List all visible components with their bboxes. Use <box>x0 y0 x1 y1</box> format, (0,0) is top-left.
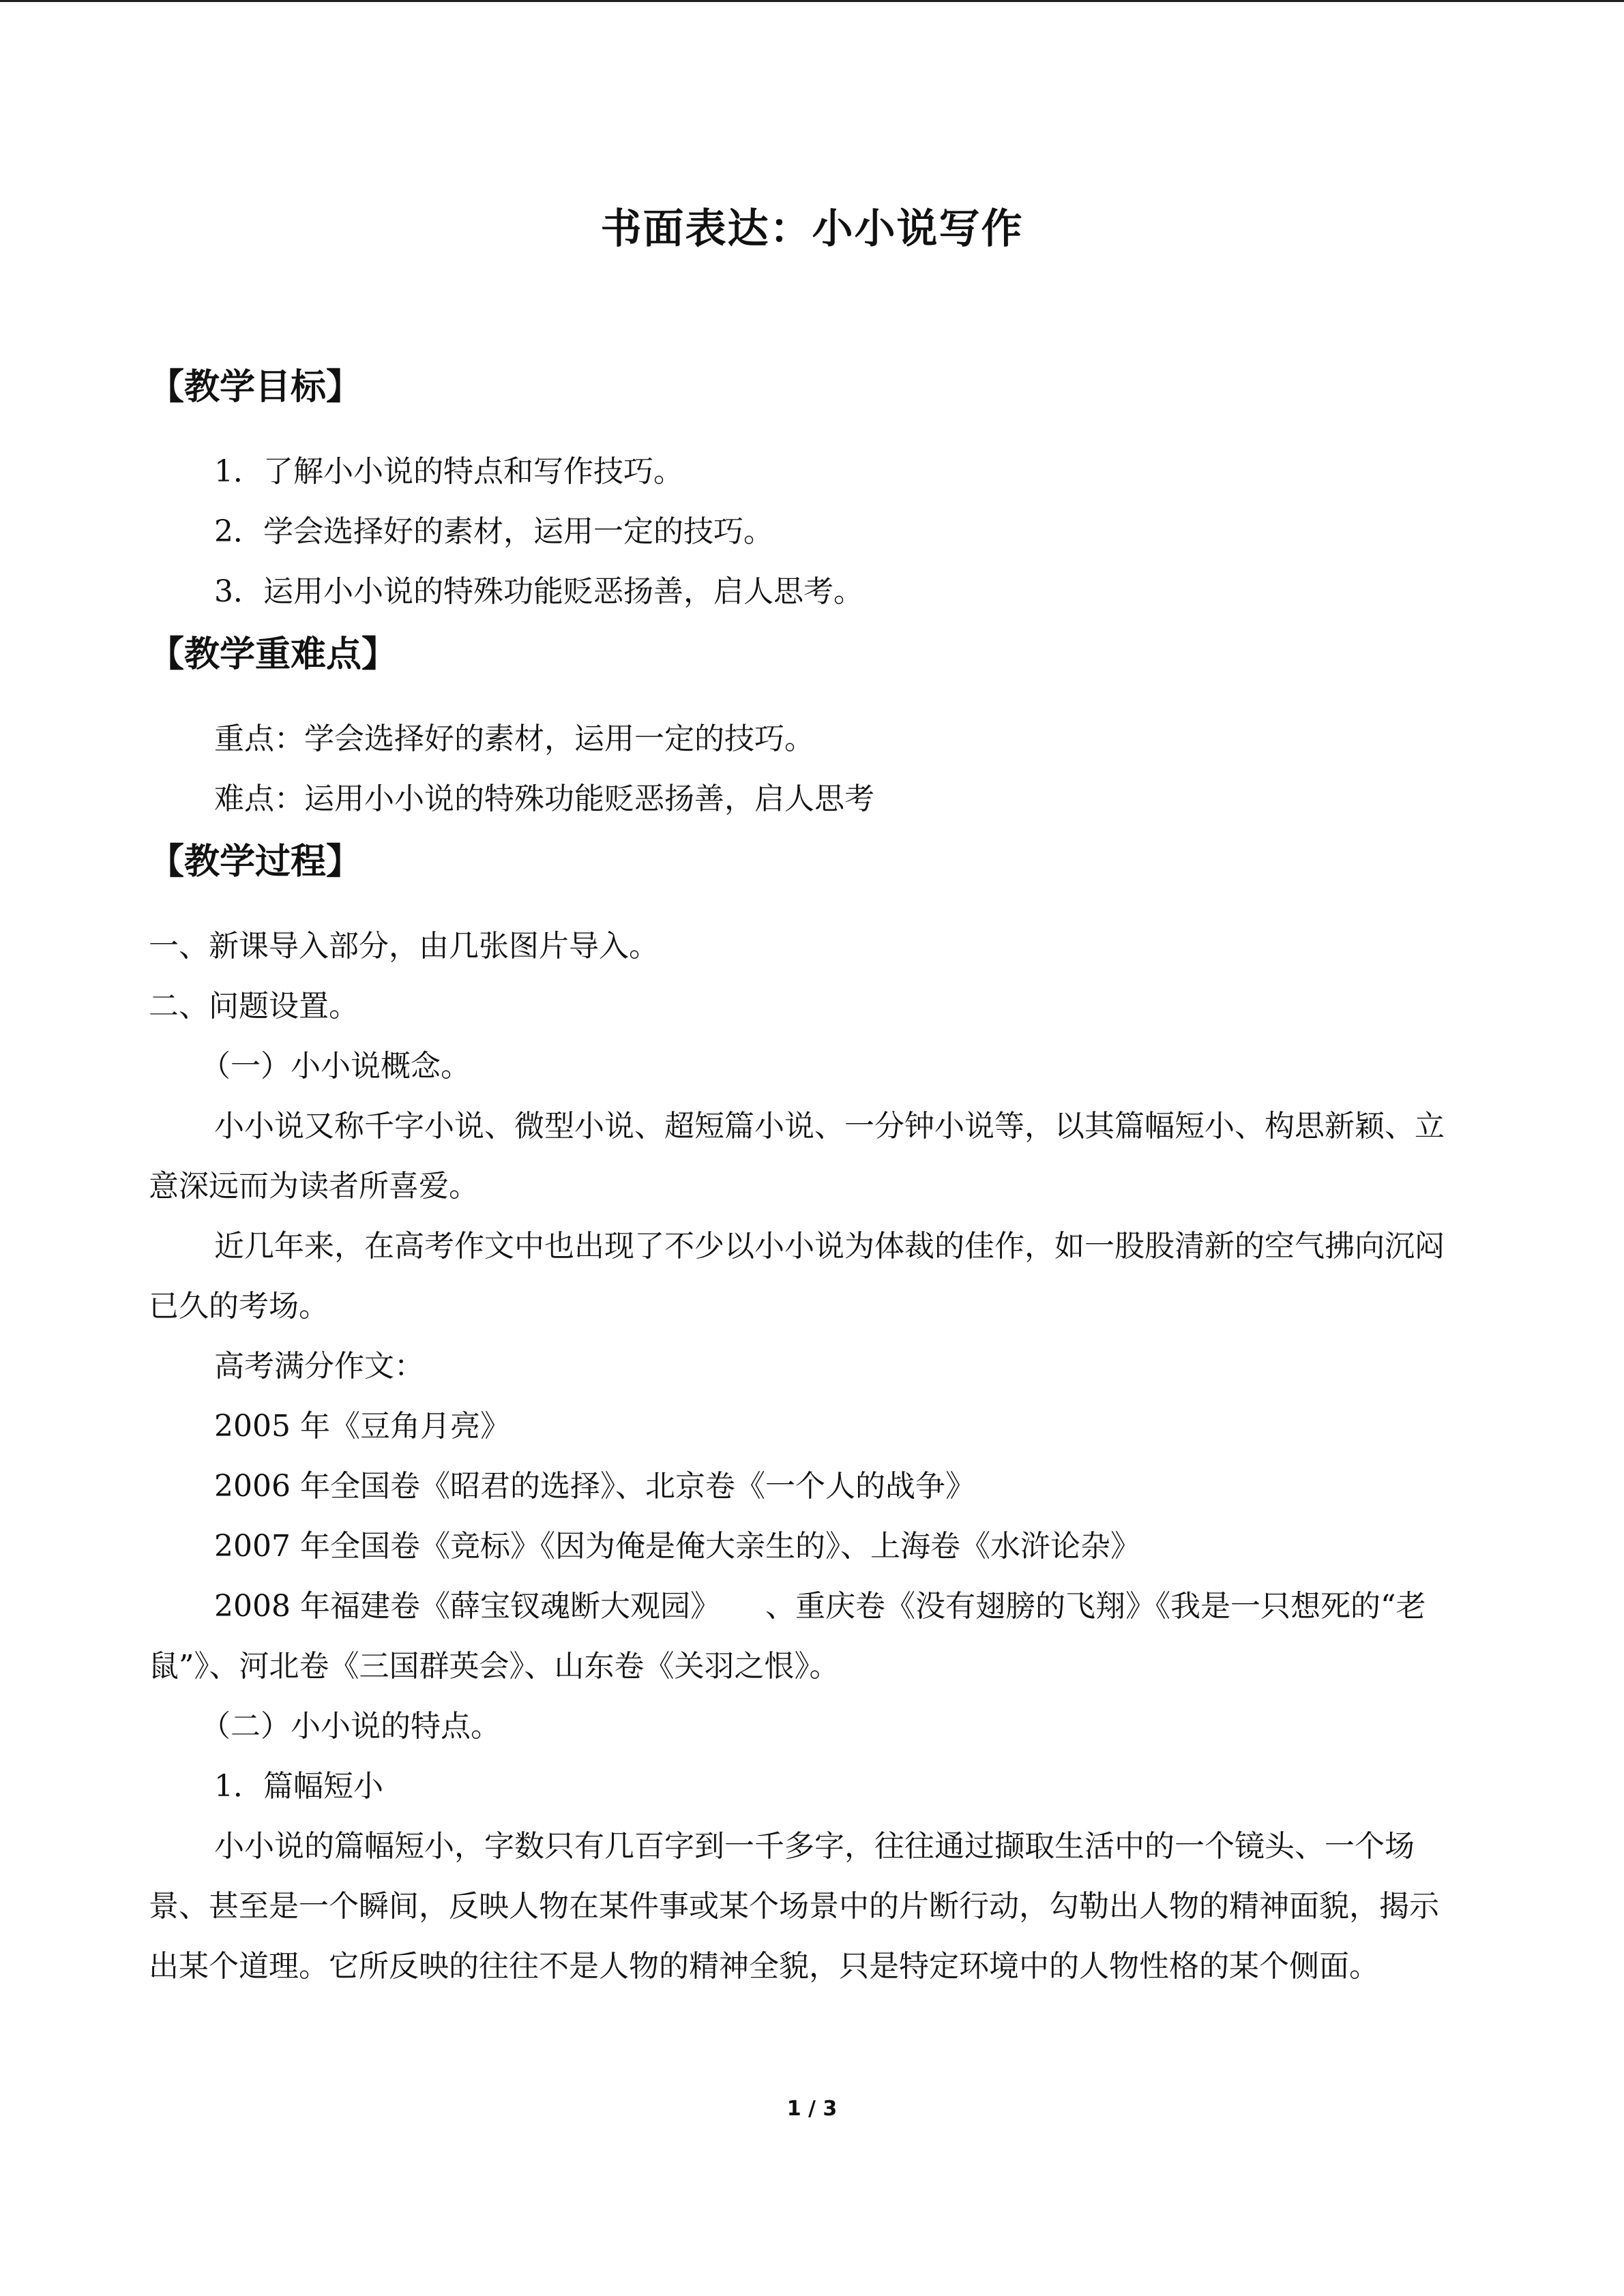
page-number: 1 / 3 <box>786 2097 838 2121</box>
key-point-item-2: 难点：运用小小说的特殊功能贬恶扬善，启人思考 <box>214 781 874 816</box>
process-line-2005: 2005 年《豆角月亮》 <box>214 1409 510 1444</box>
process-line-2007: 2007 年全国卷《竞标》《因为俺是俺大亲生的》、上海卷《水浒论杂》 <box>214 1529 1140 1564</box>
process-line-essays-label: 高考满分作文： <box>214 1349 424 1384</box>
key-point-item-1: 重点：学会选择好的素材，运用一定的技巧。 <box>214 721 814 756</box>
objective-item-1: 1．了解小小说的特点和写作技巧。 <box>214 454 683 489</box>
process-line-2006: 2006 年全国卷《昭君的选择》、北京卷《一个人的战争》 <box>214 1469 975 1504</box>
process-paragraph-exam: 近几年来，在高考作文中也出现了不少以小小说为体裁的佳作，如一股股清新的空气拂向沉闷已久的考场。 <box>149 1229 1445 1324</box>
process-line-2: 二、问题设置。 <box>149 989 359 1024</box>
process-line-2008: 2008 年福建卷《薛宝钗魂断大观园》 、重庆卷《没有翅膀的飞翔》《我是一只想死的“老鼠”》、河北卷《三国群英会》、山东卷《关羽之恨》。 <box>149 1589 1426 1684</box>
section-heading-process: 【教学过程】 <box>149 841 362 882</box>
process-paragraph-definition: 小小说又称千字小说、微型小说、超短篇小说、一分钟小说等，以其篇幅短小、构思新颖、立意深远而为读者所喜爱。 <box>149 1109 1445 1204</box>
document-title: 书面表达：小小说写作 <box>600 205 1024 253</box>
objective-item-3: 3．运用小小说的特殊功能贬恶扬善，启人思考。 <box>214 574 863 609</box>
objective-item-2: 2．学会选择好的素材，运用一定的技巧。 <box>214 514 773 549</box>
section-heading-objectives: 【教学目标】 <box>149 367 362 408</box>
process-feature-1-title: 1．篇幅短小 <box>214 1769 383 1804</box>
process-subheading-1: （一）小小说概念。 <box>201 1049 471 1084</box>
top-border-line <box>0 0 1624 2</box>
process-paragraph-feature-1: 小小说的篇幅短小，字数只有几百字到一千多字，往往通过撷取生活中的一个镜头、一个场景、甚至是一个瞬间，反映人物在某件事或某个场景中的片断行动，勾勒出人物的精神面貌，揭示出某个道理。它所反映的往往不是人物的精神全貌，只是特定环境中的人物性格的某个侧面。 <box>149 1829 1439 1984</box>
process-line-1: 一、新课导入部分，由几张图片导入。 <box>149 929 659 964</box>
section-heading-key-points: 【教学重难点】 <box>149 634 398 675</box>
document-body <box>149 355 1458 1997</box>
process-subheading-2: （二）小小说的特点。 <box>201 1709 501 1744</box>
